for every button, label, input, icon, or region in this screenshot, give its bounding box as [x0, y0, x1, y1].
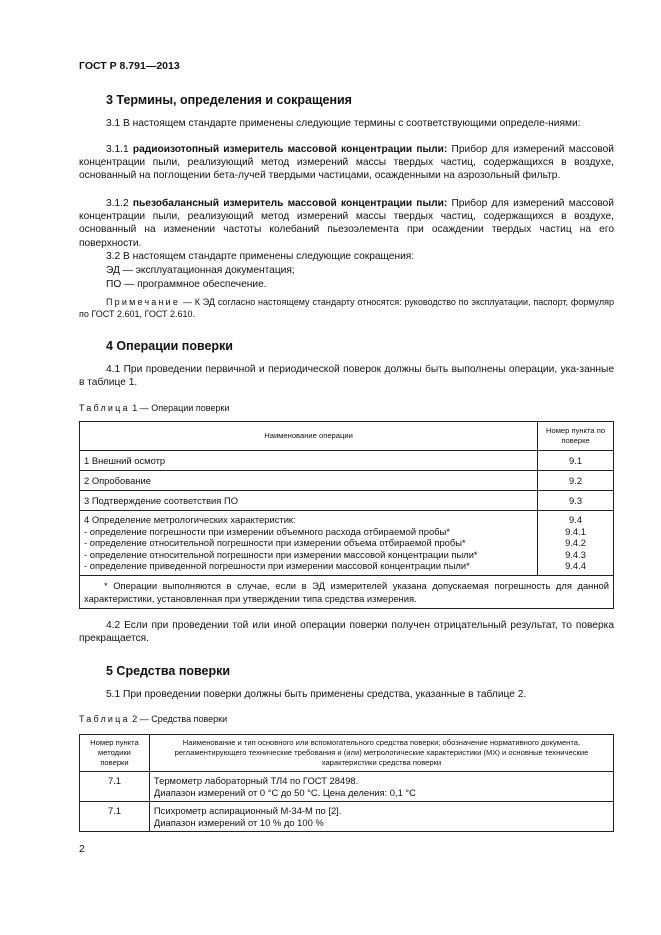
- instrument: [149, 802, 613, 832]
- column-header-clause: Номер пункта методики поверки: [80, 735, 150, 772]
- paragraph-3-1-1: [79, 143, 614, 183]
- paragraph-5-1: [79, 688, 614, 701]
- table-row: [80, 772, 614, 802]
- clause-number: 3.1.1: [106, 144, 129, 155]
- clause-number: 9.1: [538, 451, 614, 471]
- section-3-title: 3 Термины, определения и сокращения: [106, 93, 352, 107]
- subitem-number: 9.4.2: [565, 537, 586, 548]
- table-row: [80, 471, 614, 491]
- table-label: Таблица: [79, 714, 130, 724]
- column-header-operation: Наименование операции: [80, 422, 538, 451]
- paragraph-4-2-text: 4.2 Если при проведении той или иной операции поверки получен отрицательный результат, то поверка прекращается.: [79, 620, 614, 645]
- table-footnote-row: [80, 575, 614, 608]
- subitem-number: 9.4.1: [565, 525, 586, 537]
- operation-name: [80, 511, 538, 576]
- paragraph-4-1: [79, 363, 614, 389]
- row-title: 4 Определение метрологических характеристик:: [84, 514, 296, 525]
- instrument-name: Психрометр аспирационный М-34-М по [2].: [153, 805, 342, 816]
- paragraph-3-1-2: [79, 197, 614, 250]
- term: пьезобалансный измеритель массовой концентрации пыли:: [132, 198, 448, 209]
- abbreviation-1-text: ЭД — эксплуатационная документация;: [106, 265, 295, 276]
- table-1: [79, 421, 614, 609]
- row-subitem: - определение относительной погрешности при измерении массовой концентрации пыли*: [84, 548, 478, 560]
- table-title: 2 — Средства поверки: [132, 714, 228, 724]
- note-label: Примечание: [106, 297, 181, 307]
- clause-number: 7.1: [80, 772, 150, 802]
- instrument: [149, 772, 613, 802]
- column-header-clause: Номер пункта по поверке: [538, 422, 614, 451]
- clause-number: [538, 511, 614, 576]
- paragraph-4-1-text: 4.1 При проведении первичной и периодической поверок должны быть выполнены операции, ука-занные в таблице 1.: [79, 364, 614, 389]
- clause-number: 3.1.2: [106, 198, 129, 209]
- table-label: Таблица: [79, 403, 130, 413]
- abbreviation-2: [79, 278, 614, 291]
- operation-name: 1 Внешний осмотр: [80, 451, 538, 471]
- table-2: [79, 734, 614, 832]
- clause-number: 9.3: [538, 491, 614, 511]
- abbreviation-2-text: ПО — программное обеспечение.: [106, 279, 267, 290]
- paragraph-4-2: [79, 619, 614, 645]
- table-row: [80, 802, 614, 832]
- subitem-number: 9.4.4: [565, 560, 586, 571]
- abbreviation-1: [79, 264, 614, 277]
- row-subitem: - определение приведенной погрешности при измерении массовой концентрации пыли*: [84, 560, 470, 571]
- page-header: ГОСТ Р 8.791—2013: [79, 60, 180, 72]
- paragraph-3-2: [79, 250, 614, 263]
- table-row: [80, 491, 614, 511]
- clause-number: 7.1: [80, 802, 150, 832]
- paragraph-3-1-text: 3.1 В настоящем стандарте применены следующие термины с соответствующими определе-ниями:: [106, 118, 581, 129]
- note: [79, 296, 614, 320]
- term: радиоизотопный измеритель массовой концентрации пыли:: [132, 144, 448, 155]
- instrument-range: Диапазон измерений от 0 °С до 50 °С. Цена деления: 0,1 °С: [153, 786, 416, 798]
- instrument-name: Термометр лабораторный ТЛ4 по ГОСТ 28498.: [153, 775, 359, 786]
- subitem-number: 9.4.3: [565, 548, 586, 560]
- subitem-number: 9.4: [569, 514, 583, 525]
- operation-name: 3 Подтверждение соответствия ПО: [80, 491, 538, 511]
- section-5-title: 5 Средства поверки: [106, 664, 231, 678]
- table-title: 1 — Операции поверки: [132, 403, 230, 413]
- operation-name: 2 Опробование: [80, 471, 538, 491]
- table-2-caption: [79, 714, 227, 724]
- definition: Прибор для измерений массовой концентрации пыли, реализующий метод измерений массы твердых частиц, содержащихся в воздухе, основанный на поглощении бета-лучей твердыми частицами, осажденными на аэрозольный фильтр.: [79, 144, 614, 182]
- instrument-range: Диапазон измерений от 10 % до 100 %: [153, 816, 324, 828]
- definition: Прибор для измерений массовой концентрации пыли, реализующий метод измерений массы твердых частиц, содержащихся в воздухе, основанный на изменении частоты колебаний пьезоэлемента при осаждении твердых частиц на его поверхности.: [79, 198, 614, 249]
- paragraph-3-1: [79, 117, 614, 130]
- paragraph-5-1-text: 5.1 При проведении поверки должны быть применены средства, указанные в таблице 2.: [106, 689, 527, 700]
- column-header-instrument: Наименование и тип основного или вспомогательного средства поверки; обозначение нормативного документа, регламентирующего технические требования и (или) метрологические характеристики (МХ) и основные технические характеристики средства поверки: [149, 735, 613, 772]
- paragraph-3-2-text: 3.2 В настоящем стандарте применены следующие сокращения:: [106, 251, 415, 262]
- table-1-caption: [79, 403, 229, 413]
- row-subitem: - определение погрешности при измерении объемного расхода отбираемой пробы*: [84, 525, 450, 537]
- table-footnote: * Операции выполняются в случае, если в ЭД измерителей указана допускаемая погрешность для данной характеристики, установленная при утверждении типа средства измерения.: [80, 575, 614, 608]
- clause-number: 9.2: [538, 471, 614, 491]
- note-text: — К ЭД согласно настоящему стандарту относятся: руководство по эксплуатации, паспорт, формуляр по ГОСТ 2.601, ГОСТ 2.610.: [79, 297, 614, 319]
- section-4-title: 4 Операции поверки: [106, 339, 233, 353]
- table-row: [80, 511, 614, 576]
- page-number: 2: [79, 843, 85, 855]
- table-row: [80, 451, 614, 471]
- row-subitem: - определение относительной погрешности при измерении объема отбираемой пробы*: [84, 537, 466, 548]
